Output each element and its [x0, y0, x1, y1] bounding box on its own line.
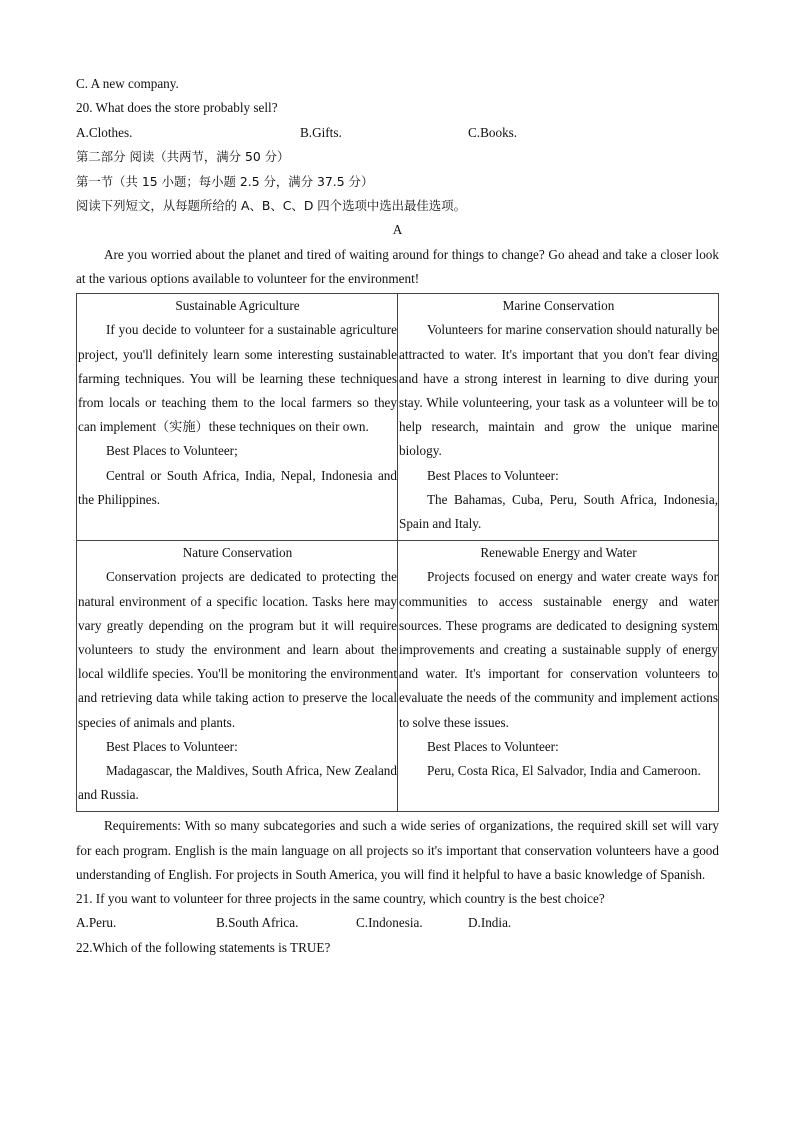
cell-title: Nature Conservation [182, 545, 293, 561]
table-row [77, 541, 719, 812]
q21-option-d: D.India. [468, 915, 512, 931]
best-places-list: Madagascar, the Maldives, South Africa, New Zealand and Russia. [78, 763, 397, 803]
q21-options [76, 911, 719, 935]
instructions: 阅读下列短文，从每题所给的 A、B、C、D 四个选项中选出最佳选项。 [76, 197, 466, 213]
q19-option-c: C. A new company. [76, 76, 179, 91]
cell-title: Sustainable Agriculture [175, 298, 300, 314]
cell-body: Volunteers for marine conservation should naturally be attracted to water. It's important that you don't fear diving and have a strong interest in learning to dive during your stay. While volunteering, your task as a volunteer will be to help research, maintain and grow the unique marine biology. [399, 322, 718, 459]
cell-sustainable-agriculture [77, 294, 398, 541]
q21-option-c: C.Indonesia. [356, 915, 423, 931]
q20-option-b: B.Gifts. [300, 124, 342, 140]
cell-renewable-energy [398, 541, 719, 812]
cell-marine-conservation [398, 294, 719, 541]
best-places-label: Best Places to Volunteer: [427, 738, 559, 754]
cell-body: Projects focused on energy and water create ways for communities to access sustainable energy and water sources. These programs are dedicated to designing system improvements and creating a sustainable supply of energy and water. It's important for conservation volunteers to evaluate the needs of the community and implement actions to solve these issues. [399, 569, 718, 730]
best-places-list: Central or South Africa, India, Nepal, Indonesia and the Philippines. [78, 467, 397, 507]
q21-option-b: B.South Africa. [216, 915, 299, 931]
cell-body: Conservation projects are dedicated to protecting the natural environment of a specific location. Tasks here may vary greatly depending on the program but it will require volunteers to study the environment and learn about the local wildlife species. You'll be monitoring the environment and retrieving data while taking action to preserve the local species of animals and plants. [78, 569, 397, 730]
q20-option-a: A.Clothes. [76, 124, 133, 140]
q20-options [76, 121, 719, 145]
q21-option-a: A.Peru. [76, 915, 117, 931]
volunteer-options-table [76, 293, 719, 812]
q20-option-c: C.Books. [468, 124, 518, 140]
best-places-label: Best Places to Volunteer; [106, 443, 238, 459]
best-places-list: Peru, Costa Rica, El Salvador, India and Cameroon. [427, 763, 701, 778]
q22-stem: 22.Which of the following statements is TRUE? [76, 939, 331, 955]
passage-intro: Are you worried about the planet and tired of waiting around for things to change? Go ahead and take a closer look at the various options available to volunteer for the environment! [76, 246, 719, 286]
cell-body: If you decide to volunteer for a sustainable agriculture project, you'll definitely learn some interesting sustainable farming techniques. You will be learning these techniques from locals or teaching them to the local farmers so they can implement（实施）these techniques on their own. [78, 322, 397, 435]
section-header: 第二部分 阅读（共两节，满分 50 分） [76, 149, 290, 165]
table-row [77, 294, 719, 541]
best-places-label: Best Places to Volunteer: [427, 467, 559, 483]
subsection-header: 第一节（共 15 小题；每小题 2.5 分，满分 37.5 分） [76, 173, 374, 189]
cell-title: Marine Conservation [502, 298, 615, 314]
best-places-list: The Bahamas, Cuba, Peru, South Africa, Indonesia, Spain and Italy. [399, 491, 718, 531]
requirements-paragraph: Requirements: With so many subcategories and such a wide series of organizations, the required skill set will vary for each program. English is the main language on all projects so it's important that conservation volunteers have a good understanding of English. For projects in South America, you will find it helpful to have a basic knowledge of Spanish. [76, 818, 719, 882]
exam-page [76, 72, 719, 960]
q20-stem: 20. What does the store probably sell? [76, 100, 278, 116]
passage-label: A [392, 222, 403, 238]
q21-stem: 21. If you want to volunteer for three projects in the same country, which country is the best choice? [76, 891, 605, 907]
best-places-label: Best Places to Volunteer: [106, 738, 238, 754]
cell-title: Renewable Energy and Water [480, 545, 637, 561]
cell-nature-conservation [77, 541, 398, 812]
